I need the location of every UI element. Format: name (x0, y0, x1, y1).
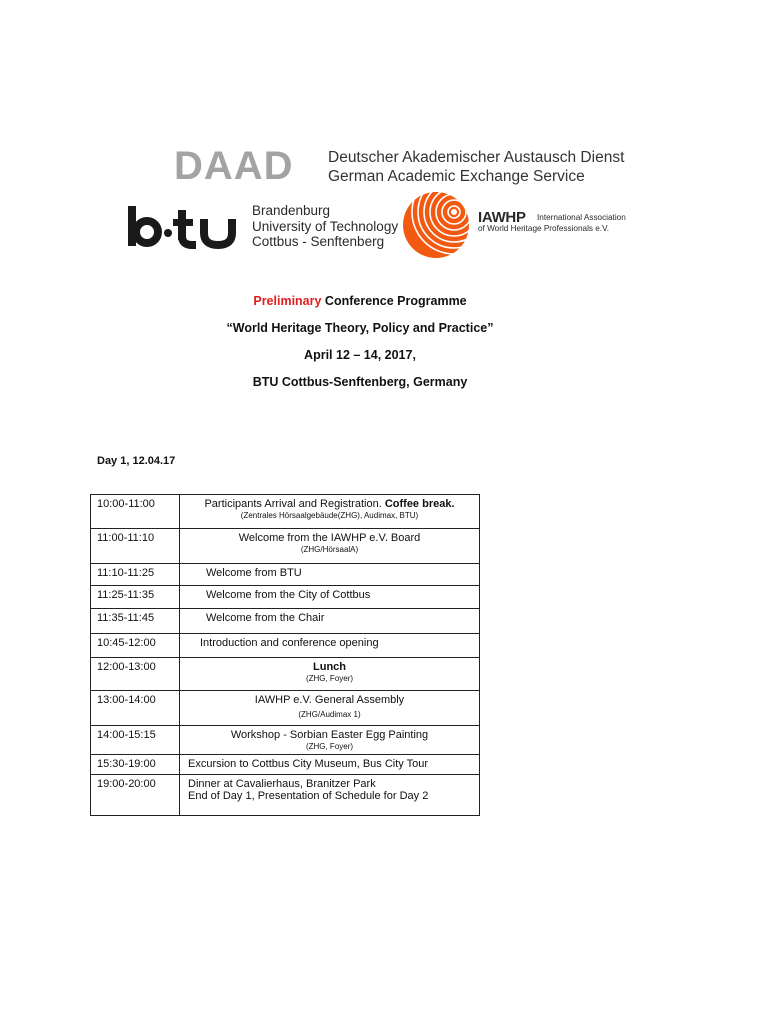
event-text: Excursion to Cottbus City Museum, Bus City Tour (188, 758, 429, 770)
time-cell: 10:00-11:00 (91, 495, 180, 529)
table-row (91, 586, 480, 609)
event-location: (ZHG, Foyer) (305, 742, 354, 751)
programme-heading (0, 292, 720, 400)
iawhp-name-line1: International Association (537, 213, 626, 222)
daad-logo (174, 146, 654, 190)
event-location: (ZHG/HörsaalA) (300, 545, 359, 554)
table-row (91, 691, 480, 726)
daad-name-de: Deutscher Akademischer Austausch Dienst (328, 149, 625, 166)
schedule-table (90, 494, 480, 816)
event-text: Workshop - Sorbian Easter Egg Painting (230, 729, 429, 741)
time-cell: 15:30-19:00 (91, 755, 180, 775)
event-text: Welcome from BTU (206, 567, 302, 579)
table-row (91, 529, 480, 564)
table-row (91, 634, 480, 658)
event-text: Welcome from the Chair (206, 612, 325, 624)
time-cell: 11:10-11:25 (91, 564, 180, 586)
time-cell: 10:45-12:00 (91, 634, 180, 658)
daad-name (328, 148, 624, 186)
event-text: Dinner at Cavalierhaus, Branitzer Park (188, 778, 376, 790)
daad-name-en: German Academic Exchange Service (328, 168, 585, 185)
event-cell (180, 609, 480, 634)
time-cell: 11:35-11:45 (91, 609, 180, 634)
conference-title: “World Heritage Theory, Policy and Practice” (226, 321, 494, 335)
btu-name-line2: University of Technology (252, 218, 399, 234)
time-cell: 19:00-20:00 (91, 775, 180, 816)
heading-line-programme (0, 292, 720, 319)
table-row (91, 726, 480, 755)
globe-icon (402, 190, 474, 260)
event-cell (180, 586, 480, 609)
table-row (91, 609, 480, 634)
programme-label: Conference Programme (321, 294, 467, 308)
preliminary-label: Preliminary (253, 294, 322, 308)
table-row (91, 564, 480, 586)
iawhp-abbreviation: IAWHP (478, 209, 526, 226)
event-cell (180, 495, 480, 529)
event-cell (180, 529, 480, 564)
iawhp-logo (402, 190, 642, 260)
btu-name (252, 203, 398, 250)
event-location: (ZHG, Foyer) (305, 674, 354, 683)
table-row (91, 755, 480, 775)
event-text: IAWHP e.V. General Assembly (254, 694, 405, 706)
daad-wordmark: DAAD (174, 144, 294, 188)
event-cell (180, 691, 480, 726)
event-location: (Zentrales Hörsaalgebäude(ZHG), Audimax, BTU) (240, 511, 419, 520)
table-row (91, 775, 480, 816)
table-row (91, 658, 480, 691)
event-cell (180, 564, 480, 586)
event-cell (180, 634, 480, 658)
btu-name-line1: Brandenburg (252, 203, 331, 218)
event-cell (180, 775, 480, 816)
time-cell: 14:00-15:15 (91, 726, 180, 755)
event-cell (180, 658, 480, 691)
conference-venue: BTU Cottbus-Senftenberg, Germany (252, 375, 468, 389)
btu-logo (126, 202, 406, 254)
btu-wordmark-icon (126, 202, 238, 252)
iawhp-name-line2: of World Heritage Professionals e.V. (478, 224, 610, 233)
event-cell (180, 755, 480, 775)
event-text: Introduction and conference opening (200, 637, 379, 649)
event-text-bold: Lunch (313, 661, 346, 673)
event-cell (180, 726, 480, 755)
event-text: Welcome from the IAWHP e.V. Board (238, 532, 421, 544)
event-text-second-line: End of Day 1, Presentation of Schedule for Day 2 (188, 790, 429, 802)
table-row (91, 495, 480, 529)
event-text: Welcome from the City of Cottbus (206, 589, 371, 601)
conference-dates: April 12 – 14, 2017, (304, 348, 416, 362)
time-cell: 13:00-14:00 (91, 691, 180, 726)
event-location: (ZHG/Audimax 1) (298, 710, 361, 719)
btu-name-line3: Cottbus - Senftenberg (252, 234, 385, 249)
event-text: Participants Arrival and Registration. (204, 498, 385, 510)
time-cell: 11:25-11:35 (91, 586, 180, 609)
time-cell: 11:00-11:10 (91, 529, 180, 564)
time-cell: 12:00-13:00 (91, 658, 180, 691)
day-label: Day 1, 12.04.17 (97, 455, 176, 467)
event-text-bold: Coffee break. (384, 498, 455, 510)
